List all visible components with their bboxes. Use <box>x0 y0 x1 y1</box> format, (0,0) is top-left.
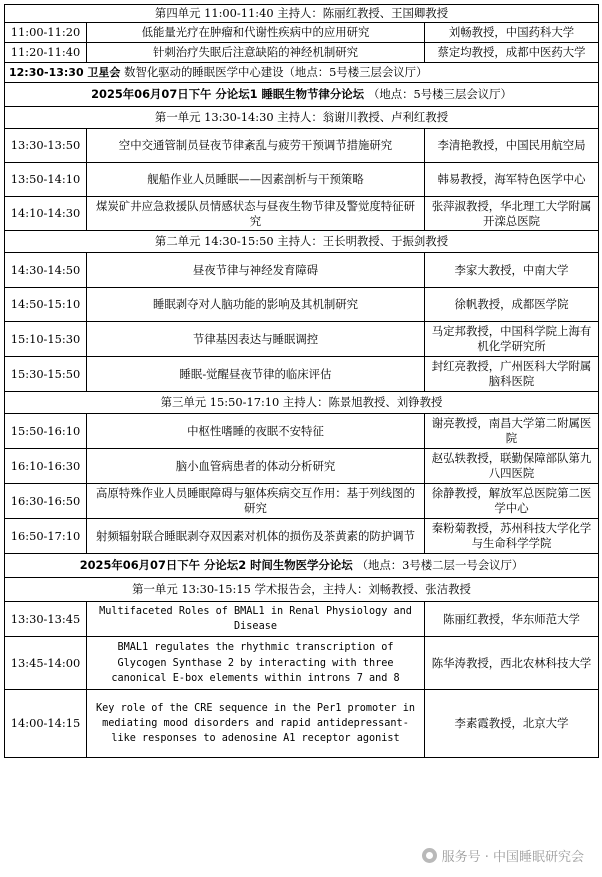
time-slot: 13:45-14:00 <box>5 637 87 690</box>
talk-topic: 低能量光疗在肿瘤和代谢性疾病中的应用研究 <box>87 23 425 43</box>
time-slot: 16:50-17:10 <box>5 519 87 554</box>
satellite-session <box>5 63 599 83</box>
speaker: 秦粉菊教授，苏州科技大学化学与生命科学学院 <box>425 519 599 554</box>
table-row <box>5 129 599 163</box>
talk-topic: 节律基因表达与睡眠调控 <box>87 322 425 357</box>
talk-topic: 中枢性嗜睡的夜眠不安特征 <box>87 414 425 449</box>
table-row <box>5 554 599 578</box>
forum-location: （地点：5号楼三层会议厅） <box>367 87 512 102</box>
speaker: 李清艳教授，中国民用航空局 <box>425 129 599 163</box>
talk-topic: BMAL1 regulates the rhythmic transcription of Glycogen Synthase 2 by interacting with three canonical E-box elements within introns 7 and 8 <box>87 637 425 690</box>
speaker: 封红亮教授，广州医科大学附属脑科医院 <box>425 357 599 392</box>
table-row <box>5 288 599 322</box>
session-header: 第一单元 13:30-14:30 主持人：翁谢川教授、卢利红教授 <box>5 107 599 129</box>
talk-topic: 脑小血管病患者的体动分析研究 <box>87 449 425 484</box>
time-slot: 13:30-13:45 <box>5 602 87 637</box>
table-row <box>5 83 599 107</box>
talk-topic: 针刺治疗失眠后注意缺陷的神经机制研究 <box>87 43 425 63</box>
time-slot: 13:30-13:50 <box>5 129 87 163</box>
table-row <box>5 43 599 63</box>
schedule-body <box>5 5 599 758</box>
session-header: 第四单元 11:00-11:40 主持人：陈丽红教授、王国卿教授 <box>5 5 599 23</box>
time-slot: 14:30-14:50 <box>5 253 87 288</box>
forum-title <box>5 83 599 107</box>
table-row <box>5 5 599 23</box>
talk-topic: 煤炭矿井应急救援队员情感状态与昼夜生物节律及警觉度特征研究 <box>87 197 425 231</box>
table-row <box>5 322 599 357</box>
table-row <box>5 392 599 414</box>
table-row <box>5 163 599 197</box>
table-row <box>5 23 599 43</box>
speaker: 赵弘轶教授，联勤保障部队第九八四医院 <box>425 449 599 484</box>
speaker: 陈华涛教授，西北农林科技大学 <box>425 637 599 690</box>
satellite-time: 12:30-13:30 卫星会 <box>9 66 121 80</box>
talk-topic: 高原特殊作业人员睡眠障碍与躯体疾病交互作用：基于列线图的研究 <box>87 484 425 519</box>
speaker: 陈丽红教授，华东师范大学 <box>425 602 599 637</box>
satellite-title: 数智化驱动的睡眠医学中心建设（地点：5号楼三层会议厅） <box>124 65 428 80</box>
table-row <box>5 231 599 253</box>
time-slot: 13:50-14:10 <box>5 163 87 197</box>
table-row <box>5 449 599 484</box>
talk-topic: 睡眠剥夺对人脑功能的影响及其机制研究 <box>87 288 425 322</box>
schedule-table <box>4 4 599 758</box>
session-header: 第三单元 15:50-17:10 主持人：陈景旭教授、刘铮教授 <box>5 392 599 414</box>
talk-topic: 睡眠-觉醒昼夜节律的临床评估 <box>87 357 425 392</box>
speaker: 张萍淑教授，华北理工大学附属开滦总医院 <box>425 197 599 231</box>
watermark <box>418 844 588 867</box>
talk-topic: 射频辐射联合睡眠剥夺双因素对机体的损伤及茶黄素的防护调节 <box>87 519 425 554</box>
table-row <box>5 197 599 231</box>
table-row <box>5 578 599 602</box>
table-row <box>5 107 599 129</box>
time-slot: 14:00-14:15 <box>5 690 87 758</box>
table-row <box>5 519 599 554</box>
watermark-text: 服务号 · 中国睡眠研究会 <box>441 850 584 865</box>
talk-topic: 空中交通管制员昼夜节律紊乱与疲劳干预调节措施研究 <box>87 129 425 163</box>
time-slot: 15:30-15:50 <box>5 357 87 392</box>
forum-location: （地点：3号楼二层一号会议厅） <box>356 558 524 573</box>
wechat-icon <box>422 848 437 863</box>
speaker: 徐静教授，解放军总医院第二医学中心 <box>425 484 599 519</box>
forum-title-text: 2025年06月07日下午 分论坛2 时间生物医学分论坛 <box>79 558 353 573</box>
table-row <box>5 690 599 758</box>
table-row <box>5 253 599 288</box>
speaker: 刘畅教授，中国药科大学 <box>425 23 599 43</box>
session-header: 第一单元 13:30-15:15 学术报告会，主持人：刘畅教授、张洁教授 <box>5 578 599 602</box>
time-slot: 14:50-15:10 <box>5 288 87 322</box>
speaker: 李家大教授，中南大学 <box>425 253 599 288</box>
table-row <box>5 637 599 690</box>
table-row <box>5 357 599 392</box>
forum-title-text: 2025年06月07日下午 分论坛1 睡眠生物节律分论坛 <box>91 87 364 102</box>
time-slot: 16:10-16:30 <box>5 449 87 484</box>
session-header: 第二单元 14:30-15:50 主持人：王长明教授、于振剑教授 <box>5 231 599 253</box>
forum-title <box>5 554 599 578</box>
time-slot: 11:00-11:20 <box>5 23 87 43</box>
speaker: 徐帆教授，成都医学院 <box>425 288 599 322</box>
talk-topic: 舰船作业人员睡眠——因素剖析与干预策略 <box>87 163 425 197</box>
time-slot: 15:50-16:10 <box>5 414 87 449</box>
speaker: 李素霞教授，北京大学 <box>425 690 599 758</box>
speaker: 蔡定均教授，成都中医药大学 <box>425 43 599 63</box>
talk-topic: Multifaceted Roles of BMAL1 in Renal Physiology and Disease <box>87 602 425 637</box>
time-slot: 15:10-15:30 <box>5 322 87 357</box>
talk-topic: Key role of the CRE sequence in the Per1 promoter in mediating mood disorders and rapid antidepressant-like responses to adenosine A1 receptor agonist <box>87 690 425 758</box>
speaker: 谢亮教授，南昌大学第二附属医院 <box>425 414 599 449</box>
table-row <box>5 414 599 449</box>
table-row <box>5 63 599 83</box>
table-row <box>5 484 599 519</box>
speaker: 马定邦教授，中国科学院上海有机化学研究所 <box>425 322 599 357</box>
talk-topic: 昼夜节律与神经发育障碍 <box>87 253 425 288</box>
time-slot: 14:10-14:30 <box>5 197 87 231</box>
time-slot: 11:20-11:40 <box>5 43 87 63</box>
time-slot: 16:30-16:50 <box>5 484 87 519</box>
table-row <box>5 602 599 637</box>
speaker: 韩易教授，海军特色医学中心 <box>425 163 599 197</box>
